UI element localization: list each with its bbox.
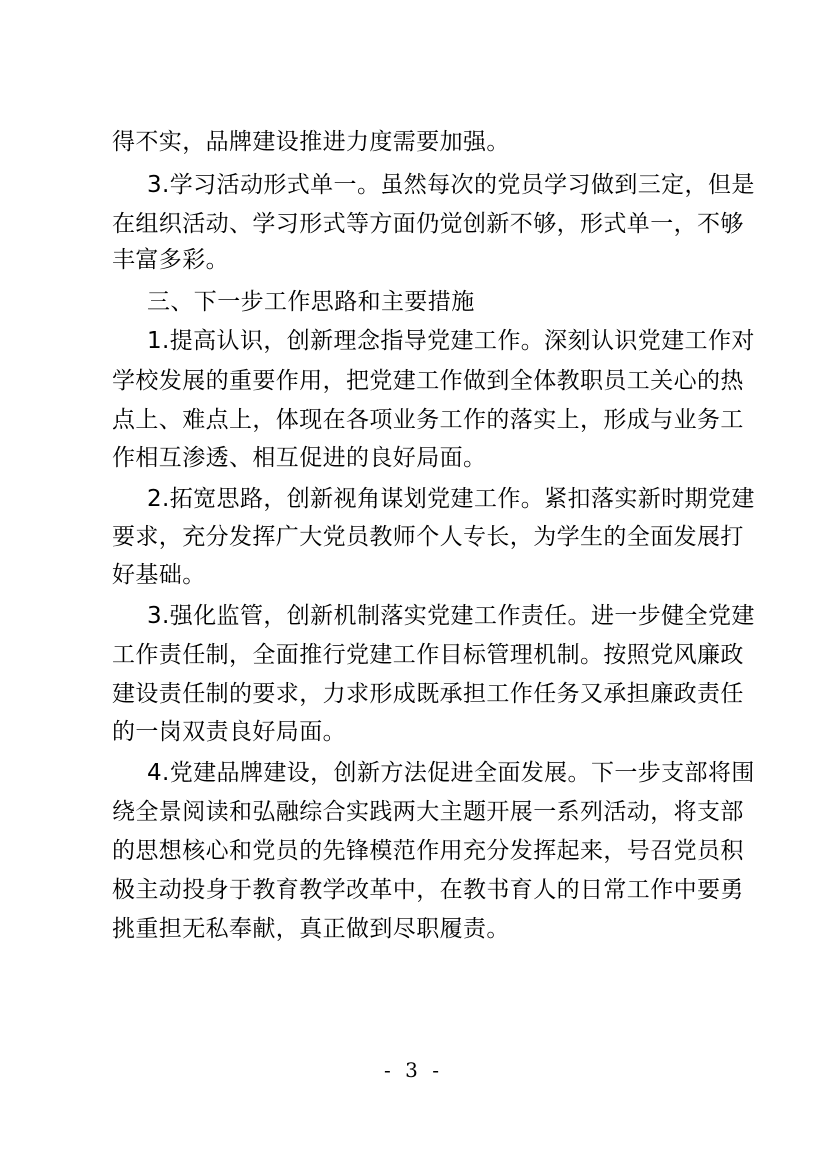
text-line: 1.提高认识，创新理念指导党建工作。深刻认识党建工作对 [147, 328, 755, 354]
text-line: 的一岗双责良好局面。 [112, 719, 346, 745]
text-line: 2.拓宽思路，创新视角谋划党建工作。紧扣落实新时期党建 [147, 486, 755, 512]
text-line: 学校发展的重要作用，把党建工作做到全体教职员工关心的热 [112, 368, 744, 394]
text-line: 得不实，品牌建设推进力度需要加强。 [112, 129, 510, 155]
text-line: 3.学习活动形式单一。虽然每次的党员学习做到三定，但是 [147, 172, 755, 198]
text-line: 在组织活动、学习形式等方面仍觉创新不够，形式单一，不够 [112, 211, 744, 237]
text-line: 建设责任制的要求，力求形成既承担工作任务又承担廉政责任 [112, 681, 744, 707]
text-line: 丰富多彩。 [112, 247, 229, 273]
section-heading: 三、下一步工作思路和主要措施 [147, 289, 475, 315]
text-line: 3.强化监管，创新机制落实党建工作责任。进一步健全党建 [147, 603, 755, 629]
text-line: 4.党建品牌建设，创新方法促进全面发展。下一步支部将围 [147, 760, 755, 786]
text-line: 绕全景阅读和弘融综合实践两大主题开展一系列活动，将支部 [112, 799, 744, 825]
text-line: 要求，充分发挥广大党员教师个人专长，为学生的全面发展打 [112, 524, 744, 550]
text-line: 工作责任制，全面推行党建工作目标管理机制。按照党风廉政 [112, 642, 744, 668]
text-line: 作相互渗透、相互促进的良好局面。 [112, 445, 487, 471]
page-number: - 3 - [384, 1058, 443, 1082]
text-line: 点上、难点上，体现在各项业务工作的落实上，形成与业务工 [112, 407, 744, 433]
text-line: 极主动投身于教育教学改革中，在教书育人的日常工作中要勇 [112, 877, 744, 903]
text-line: 挑重担无私奉献，真正做到尽职履责。 [112, 916, 510, 942]
text-line: 好基础。 [112, 562, 206, 588]
text-line: 的思想核心和党员的先锋模范作用充分发挥起来，号召党员积 [112, 838, 744, 864]
